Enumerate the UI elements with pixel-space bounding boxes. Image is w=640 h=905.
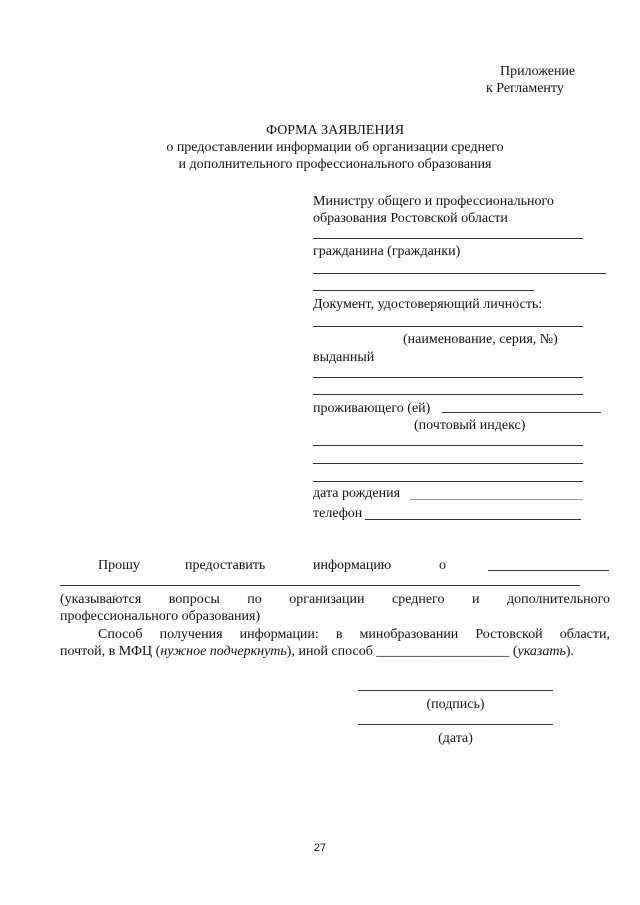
id-hint: (наименование, серия, №) <box>403 332 558 347</box>
blank-line-name-1[interactable] <box>313 273 606 274</box>
hint-word: (указываются <box>60 592 142 607</box>
blank-line-request-topic[interactable] <box>488 570 609 571</box>
page-number: 27 <box>313 842 327 854</box>
birth-date-label: дата рождения <box>313 486 401 501</box>
issued-label: выданный <box>313 350 375 365</box>
blank-line-phone[interactable] <box>365 519 581 520</box>
request-word-3: информацию <box>313 558 392 573</box>
id-document-label: Документ, удостоверяющий личность: <box>313 297 543 312</box>
blank-line-signature[interactable] <box>358 690 553 691</box>
hint-word: дополнительного <box>506 592 610 607</box>
request-hint-line-1 <box>60 591 610 608</box>
hint-word: вопросы <box>168 592 220 607</box>
method-text-italic: нужное подчеркнуть <box>160 644 287 659</box>
hint-word: по <box>247 592 262 607</box>
request-hint-line-2: профессионального образования) <box>60 609 261 624</box>
blank-line-id-document[interactable] <box>313 326 583 327</box>
blank-line-name-2[interactable] <box>313 290 534 291</box>
blank-line-postal-index[interactable] <box>442 412 601 413</box>
blank-line-issued-1[interactable] <box>313 377 583 378</box>
method-line-1: Способ получения информации: в минобразовании Ростовской области, <box>98 627 610 642</box>
form-subtitle-2: и дополнительного профессионального образования <box>178 157 492 172</box>
addressee-line-1: Министру общего и профессионального <box>313 194 554 209</box>
blank-line-applicant[interactable] <box>313 238 583 239</box>
postal-hint: (почтовый индекс) <box>414 418 526 433</box>
blank-line-issued-2[interactable] <box>313 394 583 395</box>
method-text-italic-2: указать <box>517 644 566 659</box>
blank-line-date[interactable] <box>358 724 553 725</box>
request-word-4: о <box>439 558 446 573</box>
form-subtitle-1: о предоставлении информации об организации среднего <box>166 140 504 155</box>
residing-label: проживающего (ей) <box>313 401 431 416</box>
method-text-a: почтой, в МФЦ ( <box>60 644 161 659</box>
blank-line-address-2[interactable] <box>313 463 583 464</box>
signature-label: (подпись) <box>426 697 485 712</box>
appendix-line-1: Приложение <box>500 64 576 79</box>
method-text-c: ). <box>565 644 575 659</box>
appendix-line-2: к Регламенту <box>486 81 564 96</box>
phone-label: телефон <box>313 506 363 521</box>
blank-line-request-full[interactable] <box>60 585 580 586</box>
hint-word: и <box>471 592 480 607</box>
citizen-label: гражданина (гражданки) <box>313 244 461 259</box>
date-label: (дата) <box>438 731 473 746</box>
method-line-2 <box>60 643 610 660</box>
request-word-1: Прошу <box>98 558 140 573</box>
form-title: ФОРМА ЗАЯВЛЕНИЯ <box>265 123 405 138</box>
method-text-b: ), иной способ ___________________ ( <box>286 644 518 659</box>
hint-word: среднего <box>391 592 445 607</box>
addressee-line-2: образования Ростовской области <box>313 211 508 226</box>
blank-line-birth-date[interactable] <box>410 499 583 500</box>
request-word-2: предоставить <box>185 558 266 573</box>
blank-line-address-3[interactable] <box>313 481 583 482</box>
hint-word: организации <box>289 592 365 607</box>
blank-line-address-1[interactable] <box>313 445 583 446</box>
